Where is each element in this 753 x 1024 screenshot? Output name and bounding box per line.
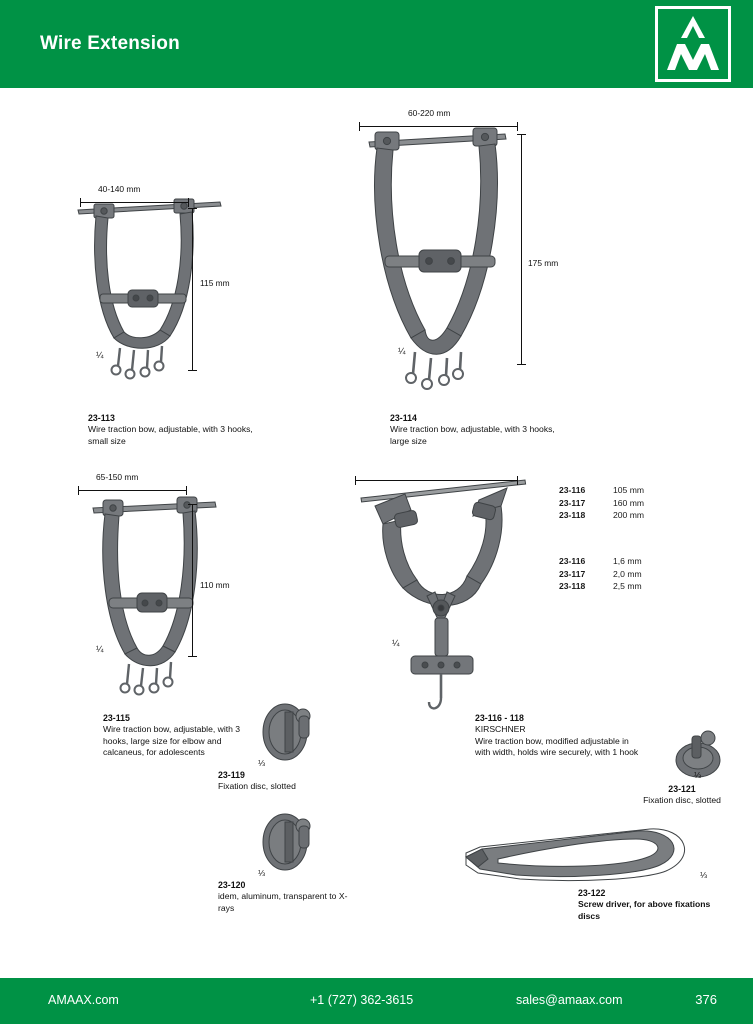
- spec-code: 23-118: [559, 581, 586, 591]
- dim-height-23-114: 175 mm: [528, 258, 559, 268]
- instrument-illustration-23-113: [70, 198, 250, 398]
- dim-tick: [186, 486, 187, 495]
- dim-height-23-115: 110 mm: [200, 580, 230, 590]
- spec-row: [559, 555, 673, 568]
- footer-website[interactable]: AMAAX.com: [48, 993, 119, 1007]
- product-description-23-121: Fixation disc, slotted: [643, 795, 721, 806]
- caption-23-119: [218, 770, 338, 793]
- product-code-23-114: 23-114: [390, 413, 417, 423]
- spec-row: [559, 580, 673, 593]
- dim-rule-height-23-114: [521, 134, 522, 364]
- product-code-23-120: 23-120: [218, 880, 246, 890]
- dim-tick: [78, 486, 79, 495]
- page-footer: [0, 978, 753, 1024]
- dim-rule-width-23-115: [78, 490, 186, 491]
- spec-code: 23-117: [559, 568, 586, 579]
- spec-row: [559, 568, 673, 581]
- amaax-logo: [655, 6, 731, 82]
- product-code-23-122: 23-122: [578, 888, 606, 898]
- dim-tick: [517, 134, 526, 135]
- catalog-page-body: [0, 88, 753, 978]
- spec-code: 23-117: [559, 497, 586, 508]
- spec-value: 2,0 mm: [613, 568, 642, 579]
- instrument-illustration-23-120: [255, 810, 335, 880]
- dim-height-23-113: 115 mm: [200, 278, 230, 288]
- scale-23-119: ⅓: [258, 758, 266, 768]
- scale-23-116-118: ¼: [392, 638, 400, 648]
- dim-tick: [188, 198, 189, 207]
- spec-code: 23-116: [559, 556, 586, 566]
- spec-row: [559, 509, 673, 522]
- spec-table-lengths: [559, 484, 673, 522]
- product-title-kirschner: KIRSCHNER: [475, 724, 526, 735]
- spec-table-diameters: [559, 555, 673, 593]
- spec-code: 23-116: [559, 485, 586, 495]
- caption-23-121: [622, 784, 742, 807]
- product-description-23-114: Wire traction bow, adjustable, with 3 hooks, large size: [390, 424, 555, 446]
- caption-23-115: [103, 713, 248, 759]
- instrument-illustration-23-116-118: [355, 476, 545, 726]
- instrument-illustration-23-114: [355, 126, 535, 416]
- instrument-illustration-23-121: [672, 726, 732, 786]
- product-description-23-115: Wire traction bow, adjustable, with 3 hooks, large size for elbow and calcaneus, for adolescents: [103, 724, 241, 758]
- dim-width-23-114: 60-220 mm: [408, 108, 451, 118]
- caption-23-113: [88, 413, 258, 447]
- dim-tick: [517, 122, 518, 131]
- dim-rule-width-23-114: [359, 126, 517, 127]
- product-code-23-121: 23-121: [668, 784, 696, 794]
- page-title: Wire Extension: [40, 33, 180, 54]
- footer-phone[interactable]: +1 (727) 362-3615: [310, 993, 414, 1007]
- dim-tick: [188, 208, 197, 209]
- scale-23-113: ¼: [96, 350, 104, 360]
- scale-23-121: ⅓: [694, 770, 702, 780]
- scale-23-120: ⅓: [258, 868, 266, 878]
- dim-rule-width-23-116: [355, 480, 517, 481]
- dim-tick: [80, 198, 81, 207]
- spec-value: 160 mm: [613, 497, 645, 508]
- dim-tick: [517, 364, 526, 365]
- dim-tick: [517, 476, 518, 485]
- caption-23-116-118: [475, 713, 645, 759]
- caption-23-114: [390, 413, 570, 447]
- product-code-23-119: 23-119: [218, 770, 245, 780]
- dim-width-23-115: 65-150 mm: [96, 472, 139, 482]
- product-description-23-122: Screw driver, for above fixations discs: [578, 899, 711, 921]
- dim-rule-width-23-113: [80, 202, 188, 203]
- dim-width-23-113: 40-140 mm: [98, 184, 141, 194]
- spec-value: 200 mm: [613, 510, 645, 520]
- scale-23-114: ¼: [398, 346, 406, 356]
- spec-code: 23-118: [559, 510, 586, 520]
- dim-rule-height-23-115: [192, 504, 193, 656]
- spec-row: [559, 497, 673, 510]
- instrument-illustration-23-119: [255, 700, 335, 770]
- spec-value: 2,5 mm: [613, 581, 642, 591]
- dim-tick: [188, 656, 197, 657]
- spec-value: 105 mm: [613, 485, 645, 495]
- spec-row: [559, 484, 673, 497]
- dim-rule-height-23-113: [192, 208, 193, 370]
- dim-tick: [359, 122, 360, 131]
- footer-page-number: 376: [695, 992, 717, 1007]
- product-description-23-119: Fixation disc, slotted: [218, 781, 296, 792]
- product-description-23-116-118: Wire traction bow, modified adjustable in with width, holds wire securely, with 1 hook: [475, 735, 639, 758]
- dim-tick: [355, 476, 356, 485]
- product-description-23-113: Wire traction bow, adjustable, with 3 hooks, small size: [88, 424, 253, 446]
- page-header: [0, 0, 753, 88]
- footer-email[interactable]: sales@amaax.com: [516, 993, 623, 1007]
- caption-23-120: [218, 880, 358, 914]
- product-description-23-120: idem, aluminum, transparent to X-rays: [218, 891, 348, 913]
- product-code-23-113: 23-113: [88, 413, 115, 423]
- caption-23-122: [578, 888, 728, 922]
- scale-23-115: ¼: [96, 644, 104, 654]
- product-code-23-116-118: 23-116 - 118: [475, 713, 524, 723]
- dim-tick: [188, 504, 197, 505]
- product-code-23-115: 23-115: [103, 713, 130, 723]
- scale-23-122: ⅓: [700, 870, 708, 880]
- dim-tick: [188, 370, 197, 371]
- spec-value: 1,6 mm: [613, 556, 642, 566]
- instrument-illustration-23-115: [85, 486, 245, 696]
